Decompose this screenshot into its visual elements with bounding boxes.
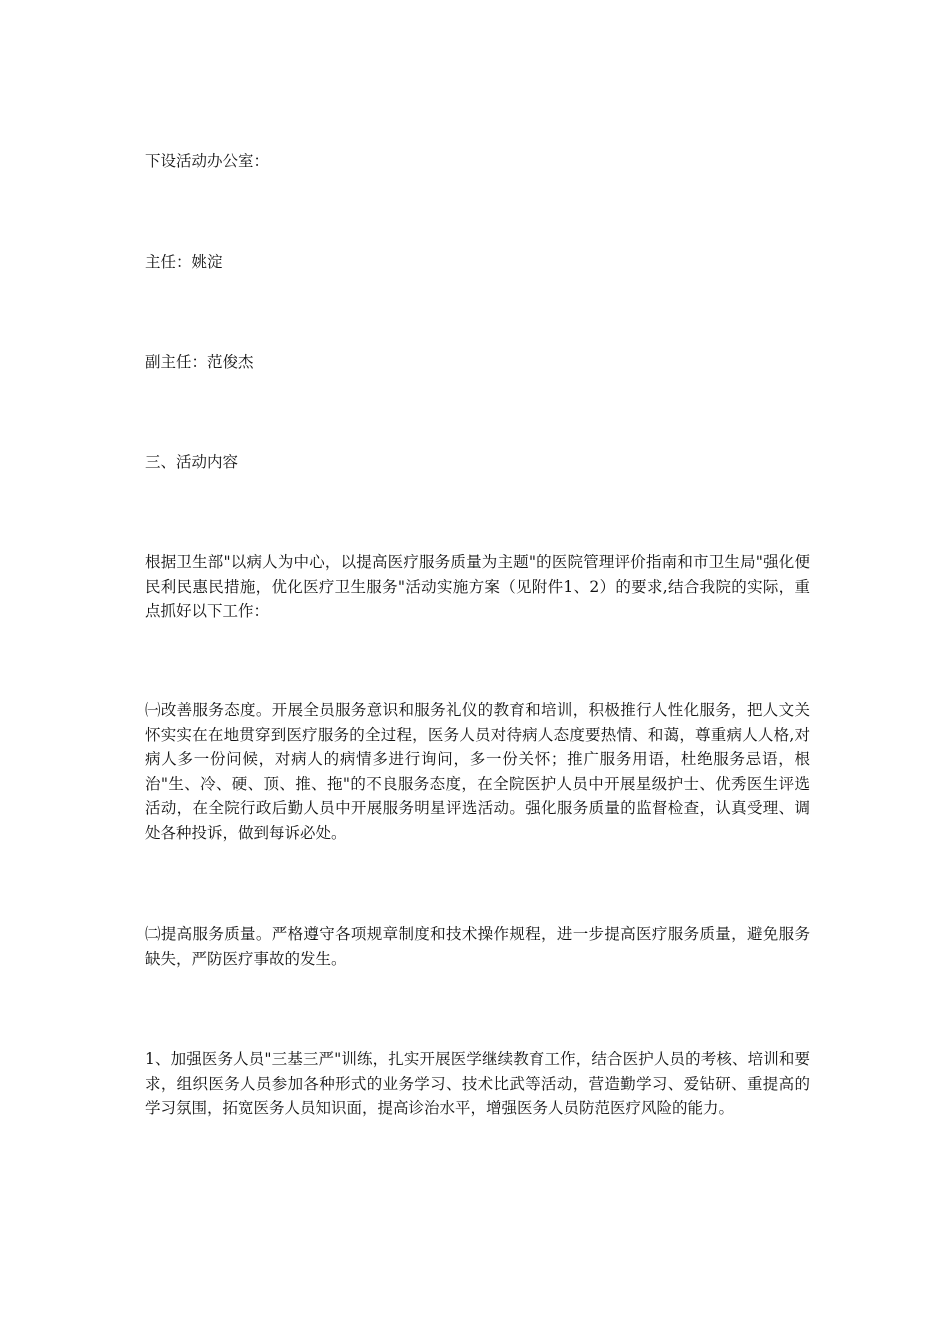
intro-paragraph: 根据卫生部"以病人为中心，以提高医疗服务质量为主题"的医院管理评价指南和市卫生局"强化便民利民惠民措施，优化医疗卫生服务"活动实施方案（见附件1、2）的要求,结合我院的实际，重点抓好以下工作： bbox=[145, 553, 810, 621]
director-line: 主任：姚淀 bbox=[145, 253, 223, 271]
subitem-1-training: 1、加强医务人员"三基三严"训练，扎实开展医学继续教育工作，结合医护人员的考核、培训和要求，组织医务人员参加各种形式的业务学习、技术比武等活动，营造勤学习、爱钻研、重提高的学习氛围，拓宽医务人员知识面，提高诊治水平，增强医务人员防范医疗风险的能力。 bbox=[145, 1050, 810, 1118]
deputy-director-line: 副主任：范俊杰 bbox=[145, 353, 254, 371]
section-heading-activity-content: 三、活动内容 bbox=[145, 453, 239, 471]
office-heading: 下设活动办公室： bbox=[145, 152, 270, 170]
item-2-service-quality: ㈡提高服务质量。严格遵守各项规章制度和技术操作规程，进一步提高医疗服务质量，避免服务缺失，严防医疗事故的发生。 bbox=[145, 925, 810, 968]
item-1-service-attitude: ㈠改善服务态度。开展全员服务意识和服务礼仪的教育和培训，积极推行人性化服务，把人文关怀实实在在地贯穿到医疗服务的全过程，医务人员对待病人态度要热情、和蔼，尊重病人人格,对病人多一份问候，对病人的病情多进行询问，多一份关怀；推广服务用语，杜绝服务忌语，根治"生、冷、硬、顶、推、拖"的不良服务态度，在全院医护人员中开展星级护士、优秀医生评选活动，在全院行政后勤人员中开展服务明星评选活动。强化服务质量的监督检查，认真受理、调处各种投诉，做到每诉必处。 bbox=[145, 701, 810, 842]
